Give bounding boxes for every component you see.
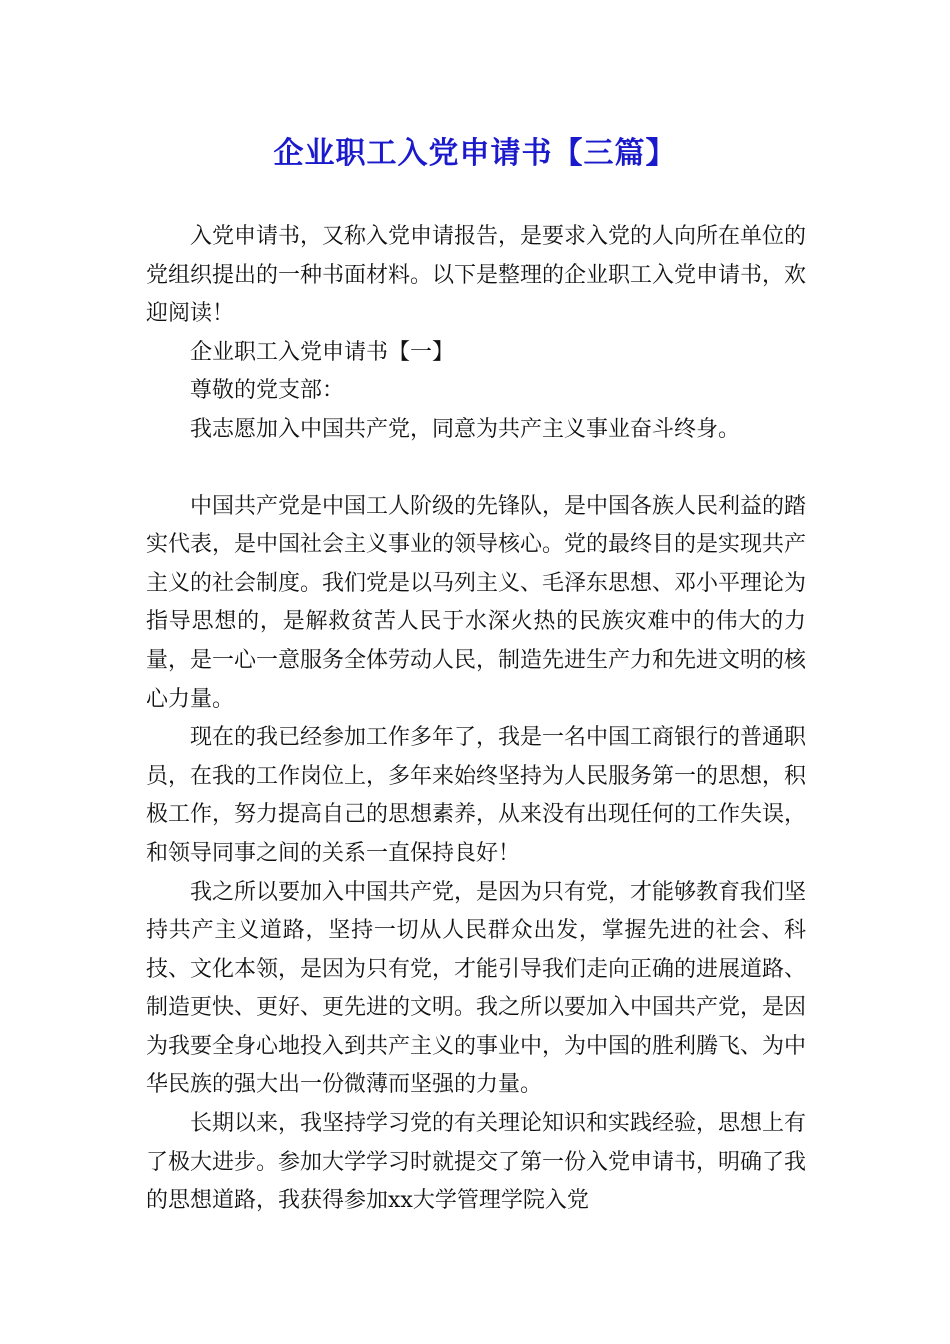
salutation: 尊敬的党支部： <box>190 378 345 404</box>
body-paragraph: 中国共产党是中国工人阶级的先锋队，是中国各族人民利益的踏实代表，是中国社会主义事业的领导核心。党的最终目的是实现共产主义的社会制度。我们党是以马列主义、毛泽东思想、邓小平理论为指导思想的，是解救贫苦人民于水深火热的民族灾难中的伟大的力量，是一心一意服务全体劳动人民，制造先进生产力和先进文明的核心力量。 <box>146 493 807 712</box>
body-paragraph: 我之所以要加入中国共产党，是因为只有党，才能够教育我们坚持共产主义道路，坚持一切从人民群众出发，掌握先进的社会、科技、文化本领，是因为只有党，才能引导我们走向正确的进展道路、制造更快、更好、更先进的文明。我之所以要加入中国共产党，是因为我要全身心地投入到共产主义的事业中，为中国的胜利腾飞、为中华民族的强大出一份微薄而坚强的力量。 <box>146 879 807 1098</box>
pledge-paragraph: 我志愿加入中国共产党，同意为共产主义事业奋斗终身。 <box>190 416 741 442</box>
document-title: 企业职工入党申请书【三篇】 <box>273 136 677 171</box>
document-body <box>146 218 806 1221</box>
intro-paragraph: 入党申请书，又称入党申请报告，是要求入党的人向所在单位的党组织提出的一种书面材料。以下是整理的企业职工入党申请书，欢迎阅读！ <box>146 224 807 327</box>
body-paragraph: 现在的我已经参加工作多年了，我是一名中国工商银行的普通职员，在我的工作岗位上，多年来始终坚持为人民服务第一的思想，积极工作，努力提高自己的思想素养，从来没有出现任何的工作失误，和领导同事之间的关系一直保持良好！ <box>146 725 807 866</box>
paragraph-gap <box>146 450 806 488</box>
section-heading: 企业职工入党申请书【一】 <box>190 339 455 365</box>
body-paragraph: 长期以来，我坚持学习党的有关理论知识和实践经验，思想上有了极大进步。参加大学学习时就提交了第一份入党申请书，明确了我的思想道路，我获得参加xx大学管理学院入党 <box>146 1111 807 1214</box>
